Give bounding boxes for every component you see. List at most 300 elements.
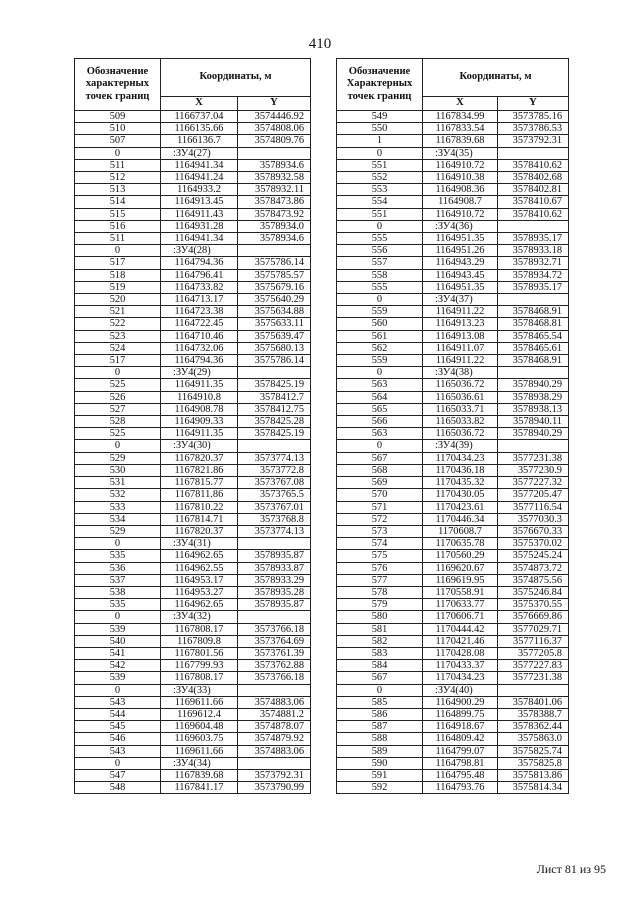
- table-row: [337, 281, 569, 293]
- point-id-cell: 574: [337, 538, 423, 550]
- point-id-cell: 0: [75, 611, 161, 623]
- point-id-cell: 0: [337, 294, 423, 306]
- x-cell: 1164943.45: [423, 269, 498, 281]
- table-row: [75, 635, 311, 647]
- table-row: [337, 562, 569, 574]
- y-cell: 3578935.28: [238, 586, 311, 598]
- x-cell: 1170608.7: [423, 525, 498, 537]
- x-cell: 1164732.06: [161, 342, 238, 354]
- x-cell: 1167811.86: [161, 489, 238, 501]
- point-id-cell: 580: [337, 611, 423, 623]
- coordinates-table-right: [336, 58, 569, 794]
- y-cell: 3574881.2: [238, 708, 311, 720]
- parcel-label-cell: :ЗУ4(28): [161, 245, 238, 257]
- point-id-cell: 510: [75, 123, 161, 135]
- point-id-cell: 587: [337, 721, 423, 733]
- point-id-cell: 0: [75, 367, 161, 379]
- y-cell: 3575245.24: [498, 550, 569, 562]
- y-cell: 3578402.81: [498, 184, 569, 196]
- table-row: [337, 647, 569, 659]
- point-id-cell: 555: [337, 281, 423, 293]
- table-row: [75, 684, 311, 696]
- table-row: [337, 391, 569, 403]
- table-row: [75, 696, 311, 708]
- point-id-cell: 561: [337, 330, 423, 342]
- x-cell: 1164710.46: [161, 330, 238, 342]
- x-cell: 1169620.67: [423, 562, 498, 574]
- point-id-cell: 573: [337, 525, 423, 537]
- x-cell: 1170558.91: [423, 586, 498, 598]
- point-id-cell: 549: [337, 111, 423, 123]
- x-cell: 1164911.35: [161, 428, 238, 440]
- y-cell: 3573768.8: [238, 513, 311, 525]
- table-row: [337, 428, 569, 440]
- y-cell: 3573774.13: [238, 452, 311, 464]
- x-cell: 1169603.75: [161, 733, 238, 745]
- y-cell: 3575633.11: [238, 318, 311, 330]
- point-id-cell: 535: [75, 550, 161, 562]
- x-cell: 1164951.35: [423, 233, 498, 245]
- table-row: [75, 111, 311, 123]
- table-row: [75, 184, 311, 196]
- y-cell: [498, 684, 569, 696]
- x-cell: 1164953.17: [161, 574, 238, 586]
- y-cell: 3575370.55: [498, 599, 569, 611]
- y-cell: 3578473.92: [238, 208, 311, 220]
- x-cell: 1164951.35: [423, 281, 498, 293]
- y-cell: 3575825.74: [498, 745, 569, 757]
- point-id-cell: 538: [75, 586, 161, 598]
- table-row: [337, 586, 569, 598]
- point-id-cell: 516: [75, 220, 161, 232]
- x-cell: 1164900.29: [423, 696, 498, 708]
- x-cell: 1167820.37: [161, 525, 238, 537]
- point-id-cell: 526: [75, 391, 161, 403]
- point-id-cell: 558: [337, 269, 423, 281]
- point-id-cell: 543: [75, 696, 161, 708]
- x-cell: 1164918.67: [423, 721, 498, 733]
- point-id-cell: 0: [337, 147, 423, 159]
- x-cell: 1164798.81: [423, 757, 498, 769]
- x-column-header: X: [423, 97, 498, 111]
- table-row: [75, 538, 311, 550]
- y-cell: 3578934.6: [238, 233, 311, 245]
- x-cell: 1164911.07: [423, 342, 498, 354]
- x-cell: 1164913.45: [161, 196, 238, 208]
- table-row: [337, 525, 569, 537]
- parcel-label-cell: :ЗУ4(37): [423, 294, 498, 306]
- table-row: [337, 403, 569, 415]
- y-cell: [238, 757, 311, 769]
- y-cell: 3573761.39: [238, 647, 311, 659]
- y-cell: 3577029.71: [498, 623, 569, 635]
- y-cell: 3578468.81: [498, 318, 569, 330]
- point-id-cell: 591: [337, 769, 423, 781]
- table-row: [337, 379, 569, 391]
- x-cell: 1164793.76: [423, 782, 498, 794]
- table-row: [75, 245, 311, 257]
- table-row: [75, 330, 311, 342]
- point-id-cell: 551: [337, 159, 423, 171]
- point-id-cell: 540: [75, 635, 161, 647]
- y-cell: 3577231.38: [498, 672, 569, 684]
- y-cell: 3576669.86: [498, 611, 569, 623]
- page-number: 410: [308, 36, 332, 52]
- y-cell: [238, 538, 311, 550]
- table-row: [75, 306, 311, 318]
- table-row: [337, 342, 569, 354]
- x-cell: 1164733.82: [161, 281, 238, 293]
- y-cell: 3577030.3: [498, 513, 569, 525]
- y-cell: 3578932.11: [238, 184, 311, 196]
- y-cell: 3577116.54: [498, 501, 569, 513]
- point-id-cell: 0: [337, 220, 423, 232]
- x-cell: 1170435.32: [423, 477, 498, 489]
- y-cell: 3578935.17: [498, 233, 569, 245]
- table-row: [337, 745, 569, 757]
- y-cell: 3578932.58: [238, 172, 311, 184]
- point-id-cell: 0: [75, 684, 161, 696]
- point-id-cell: 560: [337, 318, 423, 330]
- point-id-cell: 519: [75, 281, 161, 293]
- table-row: [337, 489, 569, 501]
- table-row: [337, 123, 569, 135]
- x-cell: 1164911.35: [161, 379, 238, 391]
- point-id-cell: 539: [75, 623, 161, 635]
- y-cell: 3574808.06: [238, 123, 311, 135]
- y-cell: 3573767.01: [238, 501, 311, 513]
- y-cell: 3575813.86: [498, 769, 569, 781]
- table-row: [75, 721, 311, 733]
- table-row: [75, 355, 311, 367]
- point-id-cell: 535: [75, 599, 161, 611]
- point-id-cell: 554: [337, 196, 423, 208]
- x-cell: 1164713.17: [161, 294, 238, 306]
- y-cell: 3575679.16: [238, 281, 311, 293]
- y-cell: 3578933.87: [238, 562, 311, 574]
- table-row: [337, 464, 569, 476]
- y-cell: 3578412.7: [238, 391, 311, 403]
- x-cell: 1164962.55: [161, 562, 238, 574]
- y-cell: [498, 220, 569, 232]
- table-row: [337, 245, 569, 257]
- table-row: [337, 452, 569, 464]
- point-id-cell: 514: [75, 196, 161, 208]
- point-id-cell: 0: [75, 440, 161, 452]
- table-row: [75, 416, 311, 428]
- x-cell: 1164795.48: [423, 769, 498, 781]
- x-cell: 1164931.28: [161, 220, 238, 232]
- point-id-cell: 581: [337, 623, 423, 635]
- y-cell: 3578402.68: [498, 172, 569, 184]
- point-id-cell: 559: [337, 306, 423, 318]
- y-cell: 3575863.0: [498, 733, 569, 745]
- table-row: [75, 477, 311, 489]
- x-cell: 1170430.05: [423, 489, 498, 501]
- table-row: [337, 501, 569, 513]
- table-row: [337, 184, 569, 196]
- y-cell: 3578425.28: [238, 416, 311, 428]
- x-cell: 1167810.22: [161, 501, 238, 513]
- x-cell: 1169611.66: [161, 696, 238, 708]
- point-id-cell: 515: [75, 208, 161, 220]
- x-cell: 1164933.2: [161, 184, 238, 196]
- parcel-label-cell: :ЗУ4(40): [423, 684, 498, 696]
- x-cell: 1164962.65: [161, 599, 238, 611]
- y-column-header: Y: [498, 97, 569, 111]
- table-row: [337, 769, 569, 781]
- y-cell: 3575246.84: [498, 586, 569, 598]
- point-id-cell: 513: [75, 184, 161, 196]
- point-id-cell: 564: [337, 391, 423, 403]
- y-cell: 3573785.16: [498, 111, 569, 123]
- y-cell: 3577227.32: [498, 477, 569, 489]
- point-id-cell: 570: [337, 489, 423, 501]
- table-row: [75, 660, 311, 672]
- y-cell: 3578935.17: [498, 281, 569, 293]
- x-cell: 1164794.36: [161, 257, 238, 269]
- x-cell: 1167801.56: [161, 647, 238, 659]
- table-row: [75, 672, 311, 684]
- y-cell: 3578412.75: [238, 403, 311, 415]
- x-cell: 1164911.22: [423, 306, 498, 318]
- point-id-cell: 512: [75, 172, 161, 184]
- point-id-cell: 533: [75, 501, 161, 513]
- y-cell: 3578938.29: [498, 391, 569, 403]
- x-cell: 1164910.8: [161, 391, 238, 403]
- parcel-label-cell: :ЗУ4(39): [423, 440, 498, 452]
- table-row: [75, 769, 311, 781]
- y-cell: 3578473.86: [238, 196, 311, 208]
- point-id-cell: 1: [337, 135, 423, 147]
- y-cell: 3574878.07: [238, 721, 311, 733]
- x-cell: 1165036.72: [423, 428, 498, 440]
- x-cell: 1170433.37: [423, 660, 498, 672]
- point-id-cell: 552: [337, 172, 423, 184]
- x-cell: 1167809.8: [161, 635, 238, 647]
- table-row: [337, 550, 569, 562]
- point-id-cell: 511: [75, 233, 161, 245]
- parcel-label-cell: :ЗУ4(34): [161, 757, 238, 769]
- y-cell: [238, 684, 311, 696]
- x-cell: 1166135.66: [161, 123, 238, 135]
- point-id-cell: 569: [337, 477, 423, 489]
- table-row: [337, 111, 569, 123]
- point-id-cell: 0: [75, 757, 161, 769]
- point-column-header: Обозначение характерных точек границ: [75, 59, 161, 111]
- table-row: [337, 684, 569, 696]
- y-cell: [238, 367, 311, 379]
- point-id-cell: 524: [75, 342, 161, 354]
- point-id-cell: 0: [75, 147, 161, 159]
- table-row: [337, 367, 569, 379]
- x-cell: 1169611.66: [161, 745, 238, 757]
- point-id-cell: 576: [337, 562, 423, 574]
- y-cell: 3575370.02: [498, 538, 569, 550]
- x-cell: 1167808.17: [161, 672, 238, 684]
- x-cell: 1164796.41: [161, 269, 238, 281]
- point-id-cell: 544: [75, 708, 161, 720]
- x-cell: 1164908.78: [161, 403, 238, 415]
- point-id-cell: 578: [337, 586, 423, 598]
- y-cell: 3577116.37: [498, 635, 569, 647]
- point-id-cell: 565: [337, 403, 423, 415]
- y-cell: [238, 611, 311, 623]
- table-row: [337, 416, 569, 428]
- y-cell: 3575786.14: [238, 355, 311, 367]
- point-id-cell: 518: [75, 269, 161, 281]
- x-cell: 1166737.04: [161, 111, 238, 123]
- table-row: [337, 757, 569, 769]
- x-cell: 1167820.37: [161, 452, 238, 464]
- x-cell: 1164794.36: [161, 355, 238, 367]
- table-row: [337, 721, 569, 733]
- point-id-cell: 579: [337, 599, 423, 611]
- table-row: [75, 489, 311, 501]
- table-row: [337, 660, 569, 672]
- table-row: [337, 672, 569, 684]
- table-row: [75, 550, 311, 562]
- parcel-label-cell: :ЗУ4(30): [161, 440, 238, 452]
- table-row: [337, 635, 569, 647]
- y-cell: 3578401.06: [498, 696, 569, 708]
- point-id-cell: 517: [75, 355, 161, 367]
- y-cell: 3576670.33: [498, 525, 569, 537]
- y-cell: 3575634.88: [238, 306, 311, 318]
- point-id-cell: 571: [337, 501, 423, 513]
- table-row: [75, 708, 311, 720]
- point-id-cell: 548: [75, 782, 161, 794]
- y-cell: 3575825.8: [498, 757, 569, 769]
- y-cell: 3578410.62: [498, 159, 569, 171]
- table-row: [337, 233, 569, 245]
- table-row: [75, 196, 311, 208]
- table-row: [337, 196, 569, 208]
- y-cell: 3574873.72: [498, 562, 569, 574]
- point-id-cell: 517: [75, 257, 161, 269]
- parcel-label-cell: :ЗУ4(32): [161, 611, 238, 623]
- y-cell: 3574879.92: [238, 733, 311, 745]
- table-row: [75, 464, 311, 476]
- table-row: [75, 452, 311, 464]
- table-row: [75, 428, 311, 440]
- x-column-header: X: [161, 97, 238, 111]
- x-cell: 1170436.18: [423, 464, 498, 476]
- x-cell: 1170446.34: [423, 513, 498, 525]
- point-id-cell: 529: [75, 525, 161, 537]
- y-cell: [238, 245, 311, 257]
- table-row: [75, 208, 311, 220]
- point-id-cell: 537: [75, 574, 161, 586]
- point-id-cell: 0: [75, 538, 161, 550]
- x-cell: 1165036.61: [423, 391, 498, 403]
- x-cell: 1170606.71: [423, 611, 498, 623]
- y-cell: 3578362.44: [498, 721, 569, 733]
- table-row: [337, 318, 569, 330]
- table-row: [337, 257, 569, 269]
- x-cell: 1164910.72: [423, 208, 498, 220]
- y-cell: 3573767.08: [238, 477, 311, 489]
- table-row: [75, 135, 311, 147]
- table-row: [75, 220, 311, 232]
- table-row: [75, 342, 311, 354]
- point-id-cell: 563: [337, 428, 423, 440]
- x-cell: 1167841.17: [161, 782, 238, 794]
- x-cell: 1167839.68: [423, 135, 498, 147]
- point-id-cell: 541: [75, 647, 161, 659]
- point-id-cell: 590: [337, 757, 423, 769]
- y-cell: 3578935.87: [238, 599, 311, 611]
- table-row: [337, 440, 569, 452]
- point-id-cell: 584: [337, 660, 423, 672]
- x-cell: 1165033.82: [423, 416, 498, 428]
- point-id-cell: 542: [75, 660, 161, 672]
- y-cell: 3578934.6: [238, 159, 311, 171]
- point-id-cell: 546: [75, 733, 161, 745]
- coordinates-header: Координаты, м: [423, 59, 569, 97]
- y-cell: [498, 440, 569, 452]
- y-cell: 3578388.7: [498, 708, 569, 720]
- point-id-cell: 522: [75, 318, 161, 330]
- x-cell: 1164953.27: [161, 586, 238, 598]
- x-cell: 1164899.75: [423, 708, 498, 720]
- point-id-cell: 566: [337, 416, 423, 428]
- table-row: [337, 733, 569, 745]
- y-cell: 3577227.83: [498, 660, 569, 672]
- point-id-cell: 543: [75, 745, 161, 757]
- point-id-cell: 547: [75, 769, 161, 781]
- table-row: [337, 538, 569, 550]
- table-row: [337, 513, 569, 525]
- table-row: [75, 367, 311, 379]
- table-row: [75, 172, 311, 184]
- table-row: [75, 159, 311, 171]
- point-id-cell: 545: [75, 721, 161, 733]
- x-cell: 1164908.7: [423, 196, 498, 208]
- point-id-cell: 555: [337, 233, 423, 245]
- y-cell: 3575640.29: [238, 294, 311, 306]
- y-cell: 3577230.9: [498, 464, 569, 476]
- table-row: [75, 745, 311, 757]
- y-cell: 3575786.14: [238, 257, 311, 269]
- point-id-cell: 528: [75, 416, 161, 428]
- point-id-cell: 527: [75, 403, 161, 415]
- point-id-cell: 583: [337, 647, 423, 659]
- x-cell: 1170560.29: [423, 550, 498, 562]
- table-row: [75, 233, 311, 245]
- point-id-cell: 562: [337, 342, 423, 354]
- point-id-cell: 553: [337, 184, 423, 196]
- y-cell: [238, 147, 311, 159]
- x-cell: 1167808.17: [161, 623, 238, 635]
- table-row: [337, 611, 569, 623]
- x-cell: 1164943.29: [423, 257, 498, 269]
- y-cell: 3573772.8: [238, 464, 311, 476]
- coordinates-table-right-body: [337, 111, 569, 794]
- table-row: [75, 403, 311, 415]
- y-cell: 3578425.19: [238, 428, 311, 440]
- x-cell: 1167833.54: [423, 123, 498, 135]
- point-id-cell: 531: [75, 477, 161, 489]
- x-cell: 1170434.23: [423, 452, 498, 464]
- y-cell: 3573765.5: [238, 489, 311, 501]
- table-row: [337, 147, 569, 159]
- parcel-label-cell: :ЗУ4(38): [423, 367, 498, 379]
- table-row: [337, 159, 569, 171]
- y-cell: 3578938.13: [498, 403, 569, 415]
- y-cell: 3578940.29: [498, 379, 569, 391]
- x-cell: 1167834.99: [423, 111, 498, 123]
